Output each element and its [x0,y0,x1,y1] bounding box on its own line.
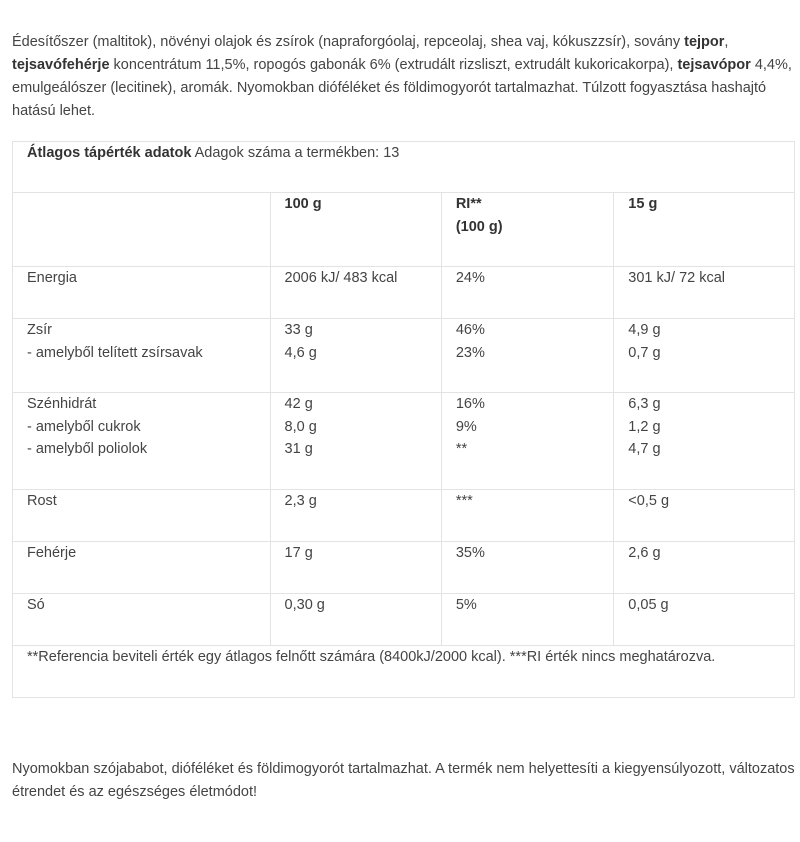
value-line: 23% [455,344,485,361]
nutrition-table-header [13,193,795,267]
table-row [13,393,795,490]
value-line: 16% [455,396,485,412]
value-ri [441,594,613,646]
value-line: 4,7 g [628,441,661,457]
ingredients-part: 4,4%, emulgeálószer (lecitinek), aromák. Nyomokban dióféléket és földimogyorót tartalmazhat. Túlzott fogyasztása hashajtó hatású lehet. [12,57,792,119]
table-row [13,319,795,393]
value-line: 4,6 g [284,344,317,361]
nutrient-label [13,267,271,319]
value-15g [614,319,795,393]
value-line: <0,5 g [628,493,670,509]
value-line: 35% [455,545,485,561]
allergen-disclaimer: Nyomokban szójababot, dióféléket és földimogyorót tartalmazhat. A termék nem helyettesíti a kiegyensúlyozott, változatos étrendet és az egészséges életmódot! [12,761,795,800]
value-line: *** [455,493,473,509]
nutrient-line: - amelyből telített zsírsavak [27,344,203,361]
nutrient-line: Só [27,597,45,613]
nutrient-line: Zsír [27,322,52,338]
nutrient-line: - amelyből cukrok [27,418,141,435]
header-ri-unit: (100 g) [455,218,503,235]
value-line: 301 kJ/ 72 kcal [628,270,726,286]
value-line: 0,7 g [628,344,661,361]
value-15g [614,542,795,594]
ingredients-part: koncentrátum 11,5%, ropogós gabonák 6% (extrudált rizsliszt, extrudált kukoricakorpa), [109,57,678,73]
header-empty [13,193,271,267]
nutrient-label [13,319,271,393]
value-line: 0,05 g [628,597,669,613]
value-100g [270,490,441,542]
allergen-whey-powder: tejsavópor [677,57,751,73]
value-line: 1,2 g [628,418,661,435]
nutrient-label [13,542,271,594]
table-title-servings: Adagok száma a termékben: 13 [191,145,400,161]
value-15g [614,490,795,542]
value-15g [614,393,795,490]
value-100g [270,267,441,319]
allergen-milk-powder: tejpor [684,34,725,50]
nutrient-line: Energia [27,270,77,286]
ingredients-part: , [724,34,729,50]
nutrient-line: - amelyből poliolok [27,441,148,457]
value-line: 2,3 g [284,493,317,509]
value-line: 46% [455,322,485,338]
value-line: 6,3 g [628,396,661,412]
allergen-whey-protein: tejsavófehérje [12,57,110,73]
nutrient-line: Fehérje [27,545,77,561]
value-line: 17 g [284,545,313,561]
nutrition-table [12,141,795,698]
header-ri-label: RI** [455,196,482,212]
nutrient-label [13,594,271,646]
value-ri [441,490,613,542]
value-line: 24% [455,270,485,286]
value-100g [270,594,441,646]
table-title-bold: Átlagos tápérték adatok [27,145,192,161]
value-ri [441,319,613,393]
nutrient-label [13,393,271,490]
value-line: 0,30 g [284,597,325,613]
value-line: 2006 kJ/ 483 kcal [284,270,398,286]
value-line: 31 g [284,441,313,457]
nutrition-footnote: **Referencia beviteli érték egy átlagos felnőtt számára (8400kJ/2000 kcal). ***RI érték nincs meghatározva. [13,646,795,698]
table-row [13,490,795,542]
value-100g [270,542,441,594]
value-ri [441,393,613,490]
nutrient-line: Szénhidrát [27,396,97,412]
table-row [13,594,795,646]
value-line: 5% [455,597,477,613]
nutrition-table-footnote-row [13,646,795,698]
value-15g [614,267,795,319]
nutrient-label [13,490,271,542]
table-row [13,267,795,319]
table-row [13,542,795,594]
ingredients-part: Édesítőszer (maltitok), növényi olajok és zsírok (napraforgóolaj, repceolaj, shea vaj, kókuszzsír), sovány [12,34,685,50]
value-ri [441,267,613,319]
value-line: 42 g [284,396,313,412]
value-100g [270,319,441,393]
value-100g [270,393,441,490]
value-line: 4,9 g [628,322,661,338]
value-line: 9% [455,418,477,435]
header-per-100g: 100 g [270,193,441,267]
value-line: 33 g [284,322,313,338]
value-line: ** [455,441,468,457]
value-ri [441,542,613,594]
value-line: 2,6 g [628,545,661,561]
ingredients-text [12,31,796,123]
nutrition-table-title [13,142,795,193]
nutrition-table-title-row [13,142,795,193]
nutrient-line: Rost [27,493,57,509]
value-line: 8,0 g [284,418,317,435]
header-per-15g: 15 g [614,193,795,267]
value-15g [614,594,795,646]
header-ri [441,193,613,267]
